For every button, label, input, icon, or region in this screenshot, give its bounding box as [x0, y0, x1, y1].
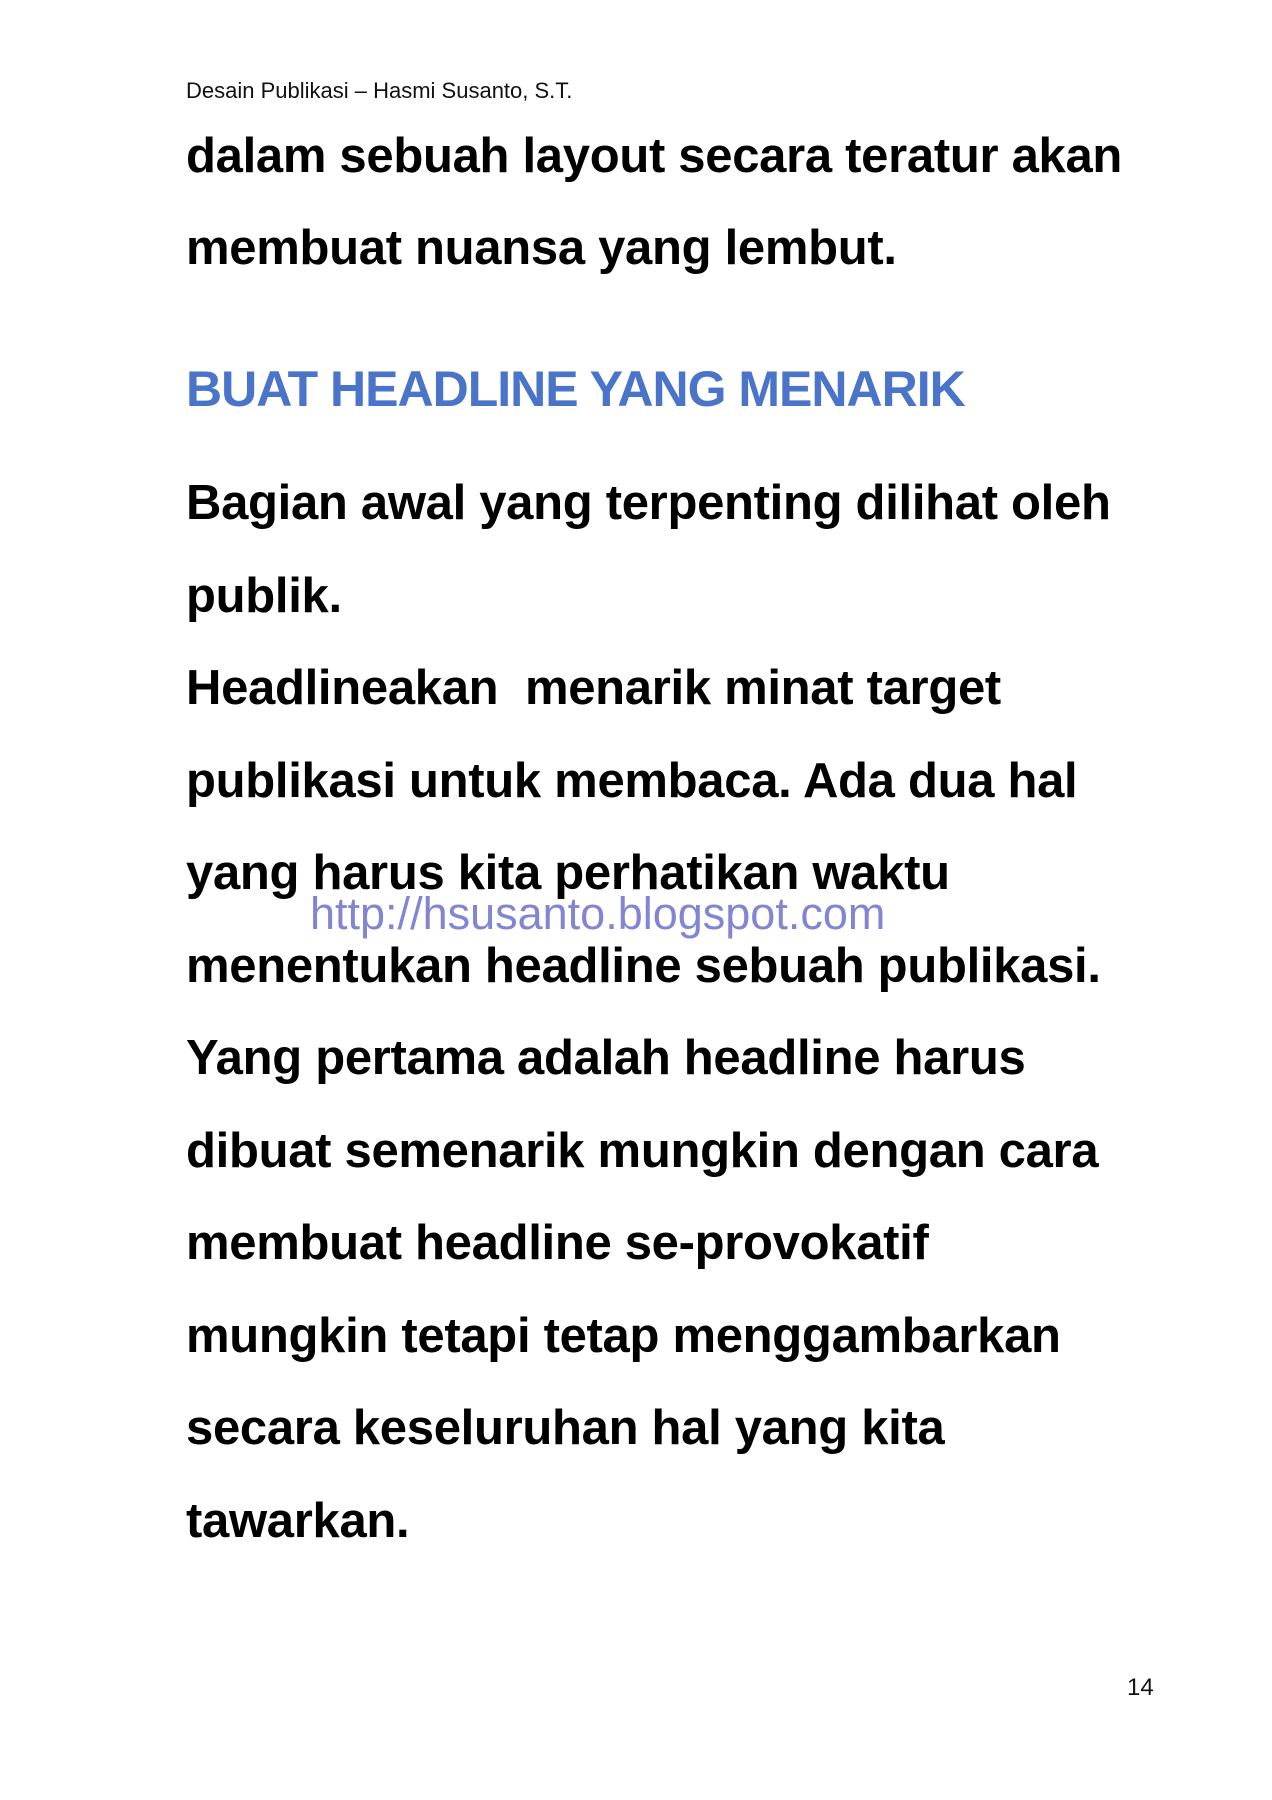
- paragraph-line: Yang pertama adalah headline harus: [186, 1031, 1026, 1085]
- paragraph-line: publik.: [186, 569, 342, 623]
- paragraph-line: yang harus kita perhatikan waktu: [186, 846, 950, 900]
- paragraph-line: mungkin tetapi tetap menggambarkan: [186, 1309, 1061, 1363]
- paragraph-line: menentukan headline sebuah publikasi.: [186, 939, 1101, 993]
- paragraph-line: Bagian awal yang terpenting dilihat oleh: [186, 476, 1111, 530]
- paragraph-line: tawarkan.: [186, 1494, 410, 1548]
- section-heading: BUAT HEADLINE YANG MENARIK: [186, 361, 965, 417]
- paragraph-line: Headlineakan menarik minat target: [186, 661, 1001, 715]
- page-number: 14: [1127, 1674, 1154, 1701]
- intro-line-2: membuat nuansa yang lembut.: [186, 221, 897, 275]
- paragraph-line: dibuat semenarik mungkin dengan cara: [186, 1124, 1099, 1178]
- paragraph-line: secara keseluruhan hal yang kita: [186, 1401, 945, 1455]
- page-header: Desain Publikasi – Hasmi Susanto, S.T.: [186, 78, 573, 103]
- paragraph-line: publikasi untuk membaca. Ada dua hal: [186, 754, 1078, 808]
- intro-line-1: dalam sebuah layout secara teratur akan: [186, 129, 1123, 183]
- paragraph-line: membuat headline se-provokatif: [186, 1216, 929, 1270]
- watermark-url: http://hsusanto.blogspot.com: [310, 888, 886, 939]
